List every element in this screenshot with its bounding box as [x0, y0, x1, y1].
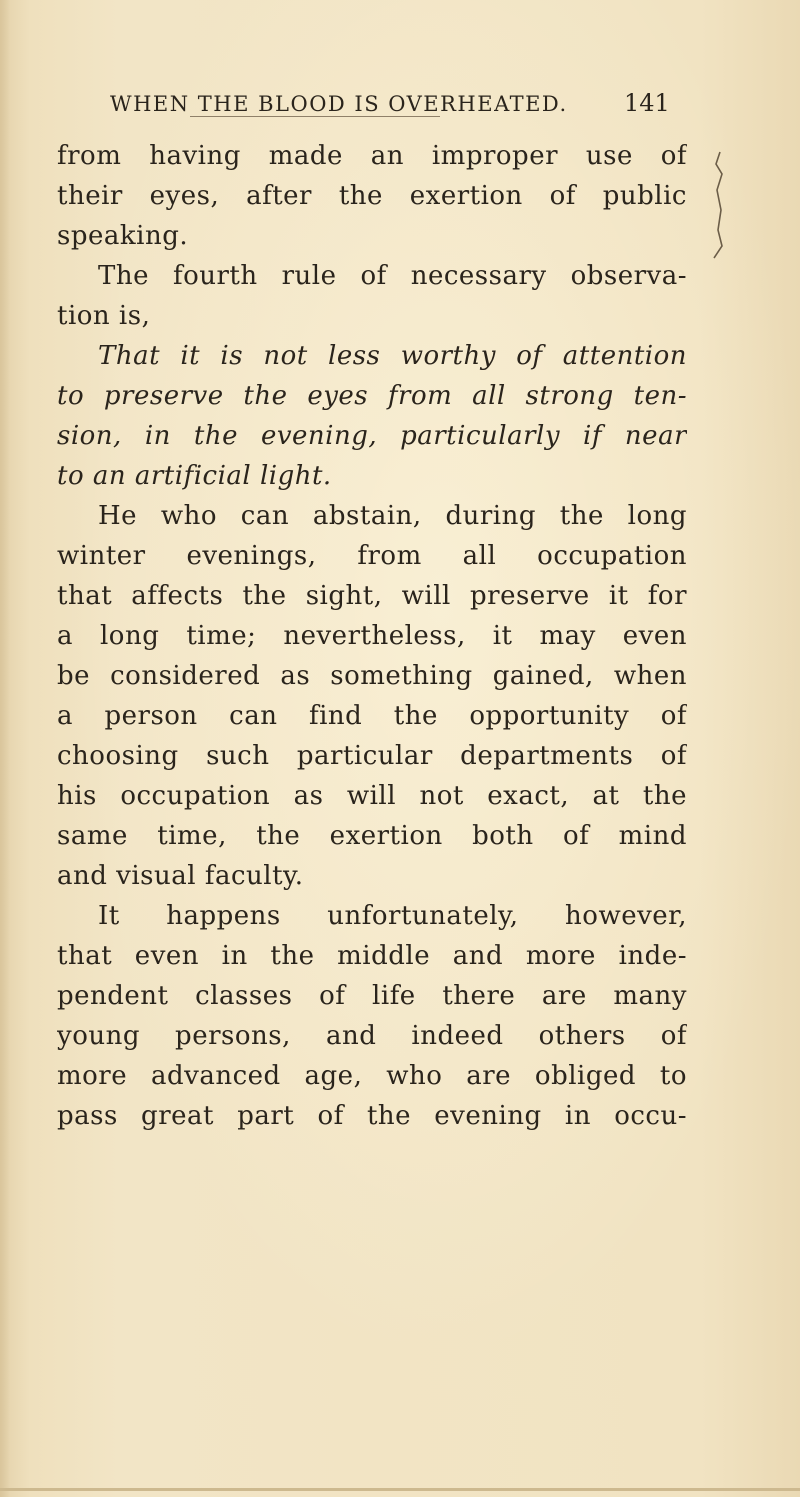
text-line: his occupation as will not exact, at the — [57, 781, 687, 811]
text-line: a long time; nevertheless, it may even — [57, 621, 687, 651]
page-header — [110, 86, 690, 120]
text-line: their eyes, after the exertion of public — [57, 181, 687, 211]
text-line: and visual faculty. — [57, 861, 304, 891]
text-line: that affects the sight, will preserve it for — [57, 581, 687, 611]
text-line: pass great part of the evening in occu- — [57, 1101, 687, 1131]
text-line: The fourth rule of necessary observa- — [98, 261, 687, 291]
text-line: more advanced age, who are obliged to — [57, 1061, 687, 1091]
italic-line: to an artificial light. — [57, 461, 332, 491]
margin-bracket-mark — [708, 150, 728, 260]
text-line: choosing such particular departments of — [57, 741, 687, 771]
text-line: a person can find the opportunity of — [57, 701, 687, 731]
page-bottom-edge — [0, 1488, 800, 1491]
page-left-edge — [0, 0, 10, 1497]
text-line: that even in the middle and more inde- — [57, 941, 687, 971]
text-line: from having made an improper use of — [57, 141, 687, 171]
header-underline — [190, 116, 440, 117]
text-line: pendent classes of life there are many — [57, 981, 687, 1011]
text-line: be considered as something gained, when — [57, 661, 687, 691]
text-line: same time, the exertion both of mind — [57, 821, 687, 851]
text-line: young persons, and indeed others of — [57, 1021, 687, 1051]
italic-line: to preserve the eyes from all strong ten- — [57, 381, 687, 411]
page-number: 141 — [624, 89, 670, 117]
italic-line: sion, in the evening, particularly if near — [57, 421, 687, 451]
italic-line: That it is not less worthy of attention — [98, 341, 687, 371]
text-line: speaking. — [57, 221, 189, 251]
running-head: WHEN THE BLOOD IS OVERHEATED. — [110, 92, 568, 116]
text-line: tion is, — [57, 301, 151, 331]
text-line: He who can abstain, during the long — [98, 501, 687, 531]
text-line: winter evenings, from all occupation — [57, 541, 687, 571]
text-line: It happens unfortunately, however, — [98, 901, 687, 931]
